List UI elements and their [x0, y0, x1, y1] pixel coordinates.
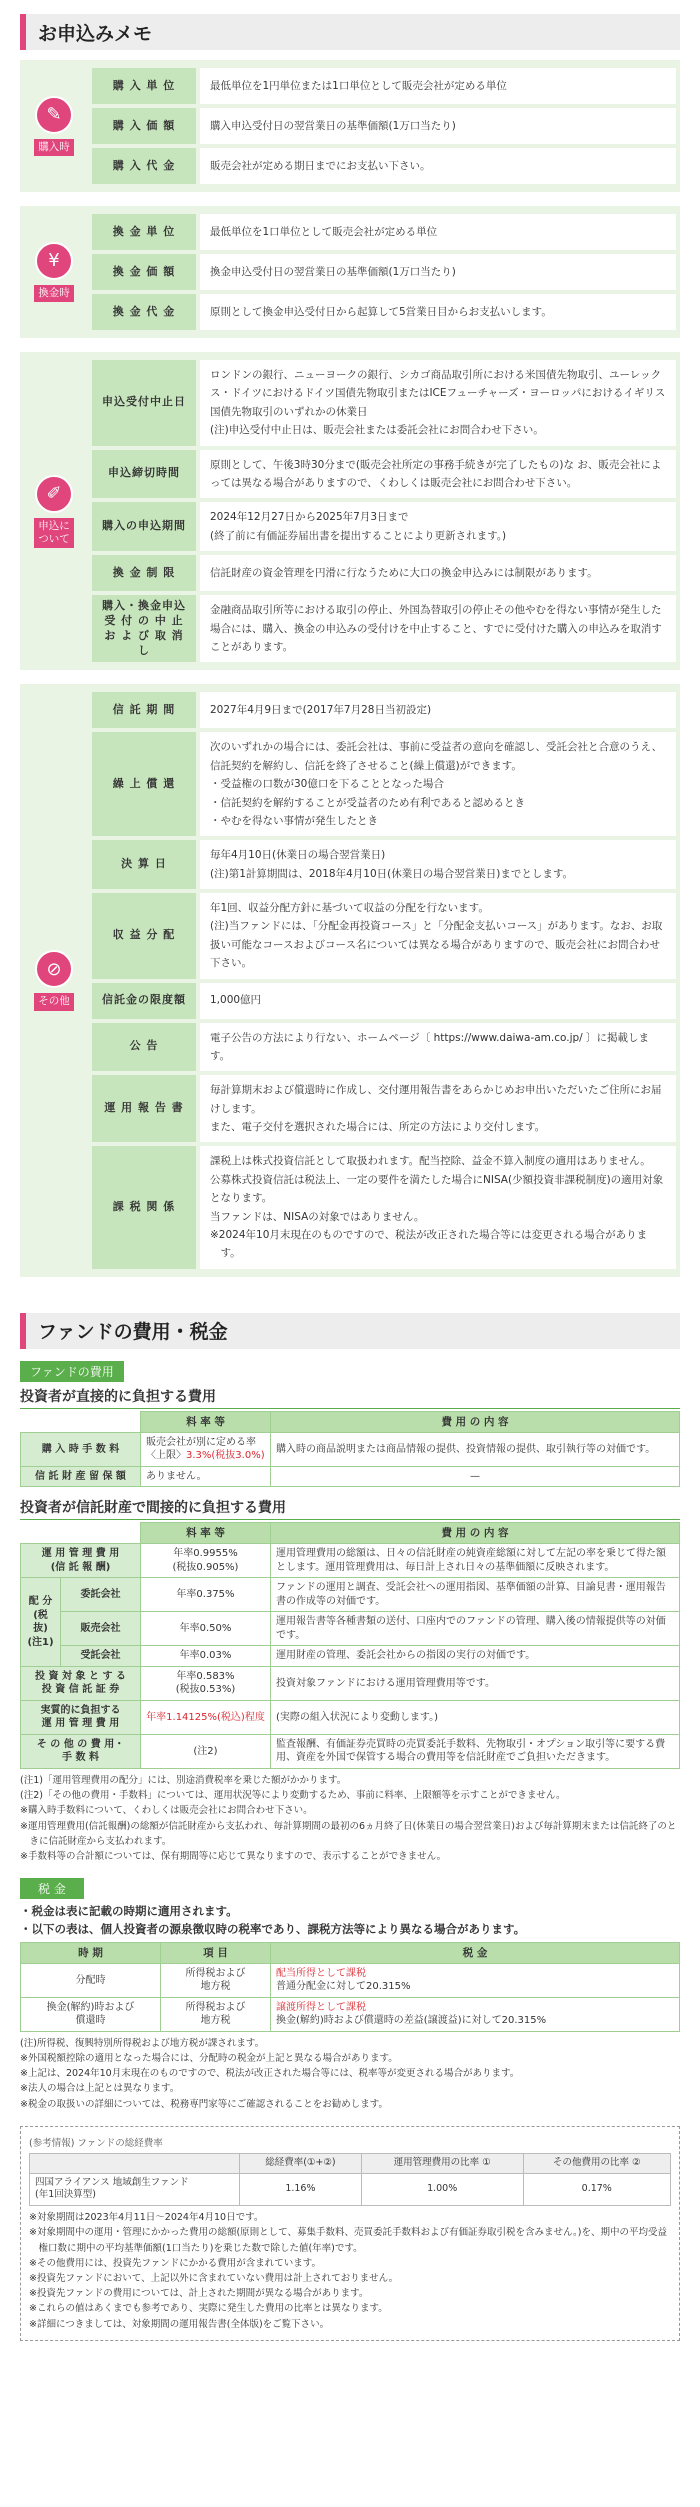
note-line: ※対象期間中の運用・管理にかかった費用の総額(原則として、募集手数料、売買委託手数料および有価証券取引税を含みません。)を、期中の平均受益権口数に期中の平均基準価額(1口当たり)を乗じた数で除した値(年率)です。 — [29, 2227, 668, 2254]
table-row — [92, 214, 676, 250]
tax-intro-line: ・以下の表は、個人投資者の源泉徴収時の税率であり、課税方法等により異なる場合があります。 — [20, 1921, 526, 1936]
table-header: 項 目 — [161, 1942, 271, 1963]
table-corner — [21, 1411, 141, 1432]
paperclip-icon: ⊘ — [35, 950, 73, 988]
row-value — [200, 502, 676, 551]
row-value — [200, 1023, 676, 1072]
mgmt-ratio: 1.00% — [361, 2173, 523, 2206]
row-value-line: 電子公告の方法により行ない、ホームページ〔 https://www.daiwa-am.co.jp/ 〕に掲載します。 — [210, 1031, 650, 1062]
note-line: ※投資先ファンドの費用については、計上された期間が異なる場合があります。 — [29, 2288, 369, 2300]
table-row — [92, 893, 676, 979]
row-key: 申込締切時間 — [92, 450, 196, 499]
table-row — [92, 1146, 676, 1268]
tax-value — [271, 1997, 680, 2031]
row-value — [200, 595, 676, 662]
block-rows — [88, 352, 680, 670]
table-header: その他費用の比率 ② — [523, 2153, 671, 2173]
rate-limit-label: 〈上限〉 — [146, 1450, 186, 1462]
row-value-line: 販売会社が定める期日までにお支払い下さい。 — [210, 159, 431, 172]
row-value — [200, 450, 676, 499]
row-key: 決 算 日 — [92, 840, 196, 889]
row-rate: 年率0.583% (税抜0.53%) — [141, 1666, 271, 1700]
row-key: 公 告 — [92, 1023, 196, 1072]
note-line: ※購入時手数料について、くわしくは販売会社にお問合わせ下さい。 — [20, 1805, 313, 1817]
table-row — [21, 1466, 680, 1487]
table-header: 費 用 の 内 容 — [271, 1411, 680, 1432]
row-value-line: また、電子交付を選択された場合には、所定の方法により交付します。 — [210, 1121, 546, 1133]
table-row — [21, 1666, 680, 1700]
rate-text: 販売会社が別に定める率 — [146, 1436, 256, 1448]
row-rate: ありません。 — [141, 1466, 271, 1487]
row-value-line: 次のいずれかの場合には、委託会社は、事前に受益者の意向を確認し、受託会社と合意のうえ、信託契約を解約し、信託を終了させること(繰上償還)ができます。 — [210, 741, 663, 772]
row-value-line: (注)第1計算期間は、2018年4月10日(休業日の場合翌営業日)までとします。 — [210, 867, 573, 880]
tax-value — [271, 1963, 680, 1997]
row-key: 換 金 代 金 — [92, 294, 196, 330]
row-value — [200, 893, 676, 979]
row-value-line: 課税上は株式投資信託として取扱われます。配当控除、益金不算入制度の適用はありません。 — [210, 1155, 651, 1168]
reference-box — [20, 2126, 680, 2341]
row-key: 換 金 単 位 — [92, 214, 196, 250]
row-value-line: 毎計算期末および償還時に作成し、交付運用報告書をあらかじめお申出いただいたご住所にお届けします。 — [210, 1084, 662, 1115]
note-line: ※上記は、2024年10月末現在のものですので、税法が改正された場合等には、税率等が変更される場合があります。 — [20, 2068, 520, 2080]
row-key: 購 入 時 手 数 料 — [21, 1432, 141, 1466]
block-label-text: その他 — [34, 993, 74, 1010]
block-label-application — [20, 352, 88, 670]
row-rate — [141, 1432, 271, 1466]
row-value — [200, 692, 676, 728]
note-line: (注1)「運用管理費用の配分」には、別途消費税率を乗じた額がかかります。 — [20, 1774, 347, 1786]
row-value-line: ロンドンの銀行、ニューヨークの銀行、シカゴ商品取引所における米国債先物取引、ユーレックス・ドイツにおけるドイツ国債先物取引またはICEフューチャーズ・ヨーロッパにおけるイギリス国債先物取引のいずれかの休業日 — [210, 369, 666, 418]
row-value-line: 年1回、収益分配方針に基づいて収益の分配を行ないます。 — [210, 902, 489, 914]
reference-notes — [29, 2210, 671, 2332]
table-row — [92, 595, 676, 662]
table-row — [21, 1544, 680, 1578]
row-value — [200, 555, 676, 591]
table-row — [92, 360, 676, 446]
tax-rate: 換金(解約)時および償還時の差益(譲渡益)に対して20.315% — [276, 2015, 547, 2027]
row-value-line: 最低単位を1口単位として販売会社が定める単位 — [210, 225, 438, 238]
row-value-line: ・やむを得ない事情が発生したとき — [210, 814, 378, 827]
fund-name: 四国アライアンス 地域創生ファンド (年1回決算型) — [30, 2173, 240, 2206]
redemption-icon: ¥ — [35, 242, 73, 280]
row-key: 購 入 代 金 — [92, 148, 196, 184]
table-header: 運用管理費用の比率 ① — [361, 2153, 523, 2173]
row-value-line: 原則として、午後3時30分まで(販売会社所定の事務手続きが完了したもの)な お、販売会社によっては異なる場合がありますので、くわしくは販売会社にお問合わせ下さい。 — [210, 458, 662, 489]
row-value-line: ・受益権の口数が30億口を下ることとなった場合 — [210, 778, 444, 791]
row-value-line: 換金申込受付日の翌営業日の基準価額(1万口当たり) — [210, 265, 456, 278]
block-label-purchase — [20, 60, 88, 192]
row-value-line: 購入申込受付日の翌営業日の基準価額(1万口当たり) — [210, 119, 456, 132]
note-line: ※対象期間は2023年4月11日～2024年4月10日です。 — [29, 2212, 264, 2224]
indirect-fee-table — [20, 1522, 680, 1769]
row-value-line: 信託財産の資金管理を円滑に行なうために大口の換金申込みには制限があります。 — [210, 566, 598, 579]
row-key: 課 税 関 係 — [92, 1146, 196, 1268]
row-key: 投 資 対 象 と す る 投 資 信 託 証 券 — [21, 1666, 141, 1700]
table-row — [21, 1612, 680, 1646]
block-rows — [88, 684, 680, 1276]
block-label-text: 購入時 — [34, 139, 74, 156]
tax-type: 配当所得として課税 — [276, 1967, 366, 1979]
tax-tag: 税 金 — [20, 1878, 84, 1899]
table-header-row — [30, 2153, 671, 2173]
row-key: 換 金 制 限 — [92, 555, 196, 591]
row-key: 収 益 分 配 — [92, 893, 196, 979]
note-line: ※手数料等の合計額については、保有期間等に応じて異なりますので、表示することができません。 — [20, 1850, 447, 1862]
row-value-line: 1,000億円 — [210, 994, 262, 1007]
row-key: 販売会社 — [61, 1612, 141, 1646]
tax-time: 分配時 — [21, 1963, 161, 1997]
tax-intro — [20, 1903, 680, 1939]
table-row — [92, 148, 676, 184]
section-title-application-memo: お申込みメモ — [20, 14, 680, 50]
row-value-line: 最低単位を1円単位または1口単位として販売会社が定める単位 — [210, 79, 507, 92]
alloc-label: 配 分 (税抜) (注1) — [21, 1578, 61, 1667]
row-value-line: ※2024年10月末現在のものですので、税法が改正された場合等には変更される場合があります。 — [210, 1228, 648, 1260]
reference-title: (参考情報) ファンドの総経費率 — [29, 2137, 163, 2149]
row-value-line: 原則として換金申込受付日から起算して5営業日目からお支払いします。 — [210, 305, 552, 318]
table-header: 総経費率(①+②) — [240, 2153, 362, 2173]
table-row — [92, 502, 676, 551]
row-value — [200, 214, 676, 250]
row-value-line: ・信託契約を解約することが受益者のため有利であると認めるとき — [210, 796, 525, 809]
note-line: (注2)「その他の費用・手数料」については、運用状況等により変動するため、事前に料率、上限額等を示すことができません。 — [20, 1790, 566, 1802]
table-row — [21, 1997, 680, 2031]
row-desc: (実際の組入状況により変動します。) — [271, 1700, 680, 1734]
row-key: 信託金の限度額 — [92, 983, 196, 1019]
row-value-line: (注)当ファンドには、「分配金再投資コース」と「分配金支払いコース」があります。なお、お取扱い可能なコースおよびコース名については異なる場合がありますので、販売会社にお問合わせ下さい。 — [210, 920, 663, 970]
row-key: 繰 上 償 還 — [92, 732, 196, 836]
row-desc: ファンドの運用と調査、受託会社への運用指図、基準価額の計算、目論見書・運用報告書の作成等の対価です。 — [271, 1578, 680, 1612]
note-line: ※その他費用には、投資先ファンドにかかる費用が含まれています。 — [29, 2257, 322, 2269]
table-row — [92, 68, 676, 104]
block-rows — [88, 206, 680, 338]
row-desc: 投資対象ファンドにおける運用管理費用等です。 — [271, 1666, 680, 1700]
row-key: 信 託 期 間 — [92, 692, 196, 728]
row-desc: 監査報酬、有価証券売買時の売買委託手数料、先物取引・オプション取引等に要する費用、資産を外国で保管する場合の費用等を信託財産でご負担いただきます。 — [271, 1734, 680, 1768]
note-line: ※法人の場合は上記とは異なります。 — [20, 2083, 180, 2095]
other-ratio: 0.17% — [523, 2173, 671, 2206]
table-row — [92, 108, 676, 144]
row-value — [200, 360, 676, 446]
direct-fee-title: 投資者が直接的に負担する費用 — [20, 1386, 680, 1409]
table-row — [21, 1700, 680, 1734]
pen-icon: ✐ — [35, 475, 73, 513]
tax-item: 所得税および 地方税 — [161, 1997, 271, 2031]
note-line: (注)所得税、復興特別所得税および地方税が課されます。 — [20, 2037, 265, 2049]
tax-intro-line: ・税金は表に記載の時期に適用されます。 — [20, 1904, 238, 1919]
row-rate: 年率1.14125%(税込)程度 — [141, 1700, 271, 1734]
row-value-line: 毎年4月10日(休業日の場合翌営業日) — [210, 849, 386, 862]
row-value — [200, 68, 676, 104]
table-header: 税 金 — [271, 1942, 680, 1963]
table-row — [92, 840, 676, 889]
table-header-row — [21, 1942, 680, 1963]
row-rate: 年率0.50% — [141, 1612, 271, 1646]
table-row — [92, 450, 676, 499]
row-value — [200, 108, 676, 144]
table-row — [21, 1432, 680, 1466]
row-key: 申込受付中止日 — [92, 360, 196, 446]
row-rate: (注2) — [141, 1734, 271, 1768]
tax-item: 所得税および 地方税 — [161, 1963, 271, 1997]
row-desc: 運用財産の管理、委託会社からの指図の実行の対価です。 — [271, 1646, 680, 1667]
fee-notes — [20, 1773, 680, 1864]
table-header-row — [21, 1411, 680, 1432]
tax-time: 換金(解約)時および 償還時 — [21, 1997, 161, 2031]
block-others — [20, 684, 680, 1276]
table-row — [92, 1075, 676, 1142]
row-value — [200, 840, 676, 889]
row-desc: — — [271, 1466, 680, 1487]
note-line: ※運用管理費用(信託報酬)の総額が信託財産から支払われ、毎計算期間の最初の6ヵ月終了日(休業日の場合翌営業日)および毎計算期末または信託終了のときに信託財産から支払われます。 — [20, 1820, 677, 1847]
block-redemption — [20, 206, 680, 338]
block-label-redemption — [20, 206, 88, 338]
note-line: ※投資先ファンドにおいて、上記以外に含まれていない費用は計上されておりません。 — [29, 2273, 399, 2285]
row-key: 実質的に負担する 運 用 管 理 費 用 — [21, 1700, 141, 1734]
table-header: 時 期 — [21, 1942, 161, 1963]
section-title-fees-taxes: ファンドの費用・税金 — [20, 1313, 680, 1349]
note-line: ※詳細につきましては、対象期間の運用報告書(全体版)をご覧下さい。 — [29, 2318, 330, 2330]
block-label-others — [20, 684, 88, 1276]
row-key: 運 用 報 告 書 — [92, 1075, 196, 1142]
row-value — [200, 254, 676, 290]
reference-table — [29, 2153, 671, 2206]
rate-limit-value: 3.3%(税抜3.0%) — [186, 1450, 265, 1462]
row-value-line: (終了前に有価証券届出書を提出することにより更新されます。) — [210, 529, 507, 542]
row-value — [200, 732, 676, 836]
table-row — [92, 732, 676, 836]
row-value-line: 当ファンドは、NISAの対象ではありません。 — [210, 1210, 425, 1223]
row-key: 受託会社 — [61, 1646, 141, 1667]
table-row — [21, 1578, 680, 1612]
row-value-line: 公募株式投資信託は税法上、一定の要件を満たした場合にNISA(少額投資非課税制度)の適用対象となります。 — [210, 1173, 664, 1205]
row-rate: 年率0.9955% (税抜0.905%) — [141, 1544, 271, 1578]
total-ratio: 1.16% — [240, 2173, 362, 2206]
note-line: ※外国税額控除の適用となった場合には、分配時の税金が上記と異なる場合があります。 — [20, 2053, 398, 2065]
row-value-line: 2024年12月27日から2025年7月3日まで — [210, 511, 409, 524]
tax-rate: 普通分配金に対して20.315% — [276, 1981, 411, 1993]
row-rate: 年率0.03% — [141, 1646, 271, 1667]
row-key: 購 入 価 額 — [92, 108, 196, 144]
row-desc: 購入時の商品説明または商品情報の提供、投資情報の提供、取引執行等の対価です。 — [271, 1432, 680, 1466]
block-label-text: 換金時 — [34, 285, 74, 302]
row-key: 信 託 財 産 留 保 額 — [21, 1466, 141, 1487]
table-row — [92, 555, 676, 591]
table-header: 料 率 等 — [141, 1523, 271, 1544]
row-key: 換 金 価 額 — [92, 254, 196, 290]
table-row — [92, 1023, 676, 1072]
table-row — [21, 1963, 680, 1997]
table-row — [21, 1734, 680, 1768]
table-corner — [21, 1523, 141, 1544]
row-value — [200, 1146, 676, 1268]
table-header: 費 用 の 内 容 — [271, 1523, 680, 1544]
row-value-line: (注)申込受付中止日は、販売会社または委託会社にお問合わせ下さい。 — [210, 424, 544, 437]
row-value-line: 金融商品取引所等における取引の停止、外国為替取引の停止その他やむを得ない事情が発生した場合には、購入、換金の申込みの受付けを中止すること、すでに受付けた購入の申込みを取消すことがあります。 — [210, 604, 662, 653]
note-line: ※税金の取扱いの詳細については、税務専門家等にご確認されることをお勧めします。 — [20, 2098, 389, 2110]
row-key: 委託会社 — [61, 1578, 141, 1612]
note-line: ※これらの値はあくまでも参考であり、実際に発生した費用の比率とは異なります。 — [29, 2303, 388, 2315]
row-key: 購入の申込期間 — [92, 502, 196, 551]
block-purchase — [20, 60, 680, 192]
tax-table — [20, 1942, 680, 2032]
block-rows — [88, 60, 680, 192]
row-value-line: 2027年4月9日まで(2017年7月28日当初設定) — [210, 704, 432, 717]
row-desc: 運用報告書等各種書類の送付、口座内でのファンドの管理、購入後の情報提供等の対価です。 — [271, 1612, 680, 1646]
tax-type: 譲渡所得として課税 — [276, 2001, 366, 2013]
table-row — [30, 2173, 671, 2206]
table-row — [92, 983, 676, 1019]
table-row — [92, 294, 676, 330]
table-header-row — [21, 1523, 680, 1544]
table-row — [21, 1646, 680, 1667]
row-value — [200, 1075, 676, 1142]
block-label-text: 申込に ついて — [34, 518, 74, 548]
fee-tag: ファンドの費用 — [20, 1361, 124, 1382]
row-key: 運 用 管 理 費 用 (信 託 報 酬) — [21, 1544, 141, 1578]
row-key: そ の 他 の 費 用・ 手 数 料 — [21, 1734, 141, 1768]
table-row — [92, 692, 676, 728]
table-row — [92, 254, 676, 290]
tax-notes — [20, 2036, 680, 2112]
purchase-icon: ✎ — [35, 96, 73, 134]
block-application — [20, 352, 680, 670]
row-value — [200, 148, 676, 184]
row-desc: 運用管理費用の総額は、日々の信託財産の純資産総額に対して左記の率を乗じて得た額とします。運用管理費用は、毎日計上され日々の基準価額に反映されます。 — [271, 1544, 680, 1578]
table-header — [30, 2153, 240, 2173]
row-key: 購入・換金申込 受 付 の 中 止 お よ び 取 消 し — [92, 595, 196, 662]
row-value — [200, 294, 676, 330]
row-rate: 年率0.375% — [141, 1578, 271, 1612]
direct-fee-table — [20, 1411, 680, 1488]
table-header: 料 率 等 — [141, 1411, 271, 1432]
row-key: 購 入 単 位 — [92, 68, 196, 104]
indirect-fee-title: 投資者が信託財産で間接的に負担する費用 — [20, 1497, 680, 1520]
row-value — [200, 983, 676, 1019]
